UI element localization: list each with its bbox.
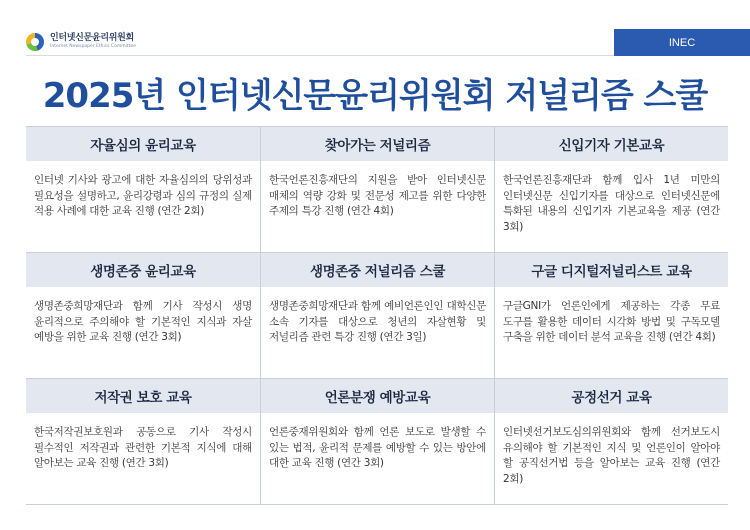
program-description: 생명존중희망재단과 함께 기사 작성시 생명 윤리적으로 주의해야 할 기본적인 지식과 자살 예방을 위한 교육 진행 (연간 3회) xyxy=(34,300,252,343)
program-description: 구글GNI가 언론인에게 제공하는 각종 무료 도구를 활용한 데이터 시각화 방법 및 구독모델 구축을 위한 데이터 분석 교육을 진행 (연간 4회) xyxy=(503,300,720,343)
program-description: 생명존중희망재단과 함께 예비언론인인 대학신문 소속 기자를 대상으로 청년의 자살현황 및 저널리즘 관련 특강 진행 (연간 3일) xyxy=(269,300,486,343)
program-title: 구글 디지털저널리스트 교육 xyxy=(495,253,728,287)
program-title: 신입기자 기본교육 xyxy=(495,127,728,161)
header-divider xyxy=(26,55,614,56)
program-card xyxy=(494,378,728,504)
inec-badge: INEC xyxy=(614,29,750,56)
program-card xyxy=(260,126,494,252)
program-card xyxy=(26,378,260,504)
program-card xyxy=(494,252,728,378)
program-title: 자율심의 윤리교육 xyxy=(26,127,260,161)
logo-english-text: Internet Newspaper Ethics Committee xyxy=(50,44,136,50)
logo-korean-text: 인터넷신문윤리위원회 xyxy=(50,33,134,44)
program-description: 한국언론진흥재단과 함께 입사 1년 미만의 인터넷신문 신입기자를 대상으로 인터넷신문에 특화된 내용의 신입기자 기본교육을 제공 (연간 3회) xyxy=(503,174,720,233)
logo-text xyxy=(50,34,136,50)
page-title: 2025년 인터넷신문윤리위원회 저널리즘 스쿨 xyxy=(42,76,708,116)
program-description: 한국저작권보호원과 공동으로 기사 작성시 필수적인 저작권과 관련한 기본적 지식에 대해 알아보는 교육 진행 (연간 3회) xyxy=(34,426,252,469)
program-title: 공정선거 교육 xyxy=(495,379,728,413)
program-title: 언론분쟁 예방교육 xyxy=(261,379,494,413)
program-card xyxy=(26,126,260,252)
program-description: 인터넷선거보도심의위원회와 함께 선거보도시 유의해야 할 기본적인 지식 및 언론인이 알아야 할 공직선거법 등을 알아보는 교육 진행 (연간 2회) xyxy=(503,426,720,485)
logo-icon xyxy=(26,33,44,51)
program-card xyxy=(260,378,494,504)
program-title: 생명존중 윤리교육 xyxy=(26,253,260,287)
top-bar xyxy=(0,0,750,56)
inec-logo[interactable] xyxy=(26,33,136,51)
program-card xyxy=(494,126,728,252)
program-description: 인터넷 기사와 광고에 대한 자율심의의 당위성과 필요성을 설명하고, 윤리강령과 심의 규정의 실제 적용 사례에 대한 교육 진행 (연간 2회) xyxy=(34,174,252,217)
program-card xyxy=(26,252,260,378)
grid-bottom-divider xyxy=(26,504,728,505)
program-description: 언론중재위원회와 함께 언론 보도로 발생할 수 있는 법적, 윤리적 문제를 예방할 수 있는 방안에 대한 교육 진행 (연간 3회) xyxy=(269,426,486,469)
program-card xyxy=(260,252,494,378)
program-title: 저작권 보호 교육 xyxy=(26,379,260,413)
program-grid xyxy=(26,126,728,504)
program-title: 생명존중 저널리즘 스쿨 xyxy=(261,253,494,287)
program-title: 찾아가는 저널리즘 xyxy=(261,127,494,161)
program-description: 한국언론진흥재단의 지원을 받아 인터넷신문 매체의 역량 강화 및 전문성 제고를 위한 다양한 주제의 특강 진행 (연간 4회) xyxy=(269,174,486,217)
